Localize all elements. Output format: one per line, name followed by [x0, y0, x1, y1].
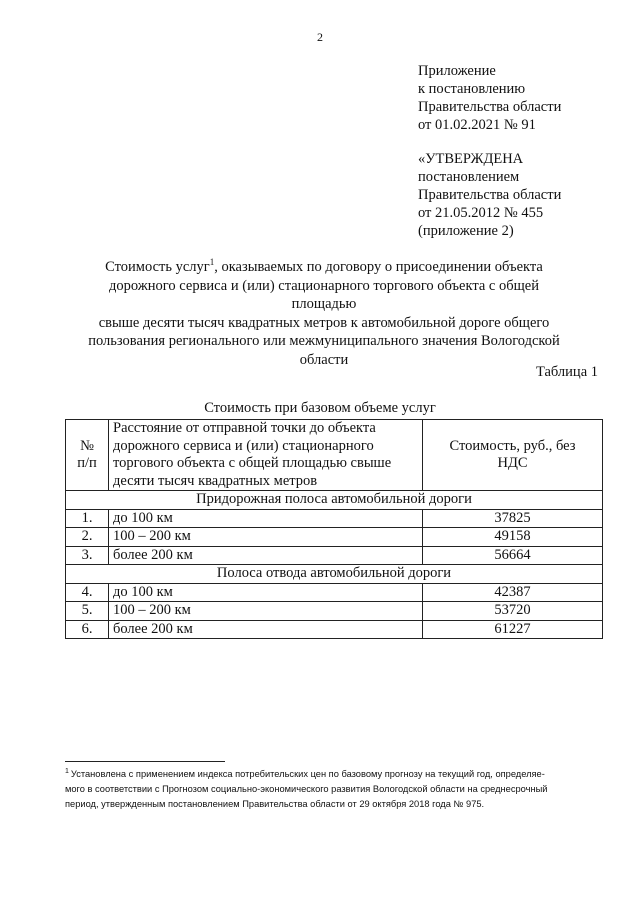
approved-block: [418, 150, 561, 240]
table-row: [66, 583, 603, 602]
table-header-row: [66, 420, 603, 491]
row-distance: до 100 км: [109, 509, 423, 528]
price-table: [65, 419, 603, 639]
table-row: [66, 602, 603, 621]
footnote-line: [65, 767, 605, 782]
table-row: [66, 546, 603, 565]
header-text: Стоимость, руб., без: [449, 437, 576, 454]
table-caption: Стоимость при базовом объеме услуг: [204, 400, 436, 416]
row-distance: 100 – 200 км: [109, 602, 423, 621]
table-row: [66, 509, 603, 528]
title-line-3: свыше десяти тысяч квадратных метров к автомобильной дороге общего: [98, 314, 550, 331]
section-title: Придорожная полоса автомобильной дороги: [66, 491, 603, 510]
footnote-line: период, утвержденным постановлением Правительства области от 29 октября 2018 года № 975.: [65, 799, 485, 809]
row-distance: более 200 км: [109, 546, 423, 565]
appendix-line: от 01.02.2021 № 91: [418, 117, 536, 133]
row-cost: 53720: [423, 602, 603, 621]
row-number: 3.: [66, 546, 109, 565]
row-number: 2.: [66, 528, 109, 547]
row-distance: до 100 км: [109, 583, 423, 602]
row-cost: 56664: [423, 546, 603, 565]
title-footnote-mark[interactable]: 1: [209, 257, 215, 268]
table-row: [66, 528, 603, 547]
document-title: [88, 258, 560, 369]
row-number: 5.: [66, 602, 109, 621]
footnote-text: Установлена с применением индекса потребительских цен по базовому прогнозу на текущий год, определяе-: [70, 769, 545, 779]
approved-line: (приложение 2): [418, 223, 514, 239]
approved-line: Правительства области: [418, 187, 562, 203]
approved-line: от 21.05.2012 № 455: [418, 205, 544, 221]
footnote-mark: 1: [65, 767, 69, 775]
row-cost: 49158: [423, 528, 603, 547]
header-text: №: [80, 437, 94, 454]
footnote-line: мого в соответствии с Прогнозом социально-экономического развития Вологодской области на среднесрочный: [65, 784, 548, 794]
row-number: 6.: [66, 620, 109, 639]
table-row: [66, 620, 603, 639]
footnote-divider: [65, 761, 225, 762]
header-text: дорожного сервиса и (или) стационарного: [113, 437, 374, 454]
header-cost: [423, 420, 603, 491]
approved-line: «УТВЕРЖДЕНА: [418, 151, 524, 167]
appendix-line: к постановлению: [418, 81, 526, 97]
page-number: 2: [317, 30, 323, 44]
row-cost: 42387: [423, 583, 603, 602]
section-row: [66, 491, 603, 510]
footnote: [65, 767, 605, 812]
section-title: Полоса отвода автомобильной дороги: [66, 565, 603, 584]
title-line-5: области: [299, 351, 349, 368]
header-text: п/п: [77, 455, 97, 471]
row-distance: 100 – 200 км: [109, 528, 423, 547]
title-line-2: дорожного сервиса и (или) стационарного торгового объекта с общей площадью: [109, 277, 539, 312]
title-line-1: [88, 258, 560, 277]
row-number: 1.: [66, 509, 109, 528]
header-number: [66, 420, 109, 491]
appendix-block: [418, 62, 561, 134]
header-distance: [109, 420, 423, 491]
table-label: Таблица 1: [535, 364, 598, 380]
header-text: НДС: [497, 455, 528, 471]
row-cost: 61227: [423, 620, 603, 639]
header-text: десяти тысяч квадратных метров: [113, 472, 318, 489]
row-number: 4.: [66, 583, 109, 602]
appendix-line: Приложение: [418, 63, 496, 79]
row-cost: 37825: [423, 509, 603, 528]
header-text: торгового объекта с общей площадью свыше: [113, 455, 392, 471]
appendix-line: Правительства области: [418, 99, 562, 115]
approved-line: постановлением: [418, 169, 520, 185]
title-text: , оказываемых по договору о присоединении объекта: [214, 259, 543, 275]
row-distance: более 200 км: [109, 620, 423, 639]
title-line-4: пользования регионального или межмуниципального значения Вологодской: [88, 333, 560, 349]
title-text: Стоимость услуг: [105, 259, 210, 275]
section-row: [66, 565, 603, 584]
header-text: Расстояние от отправной точки до объекта: [113, 420, 376, 436]
